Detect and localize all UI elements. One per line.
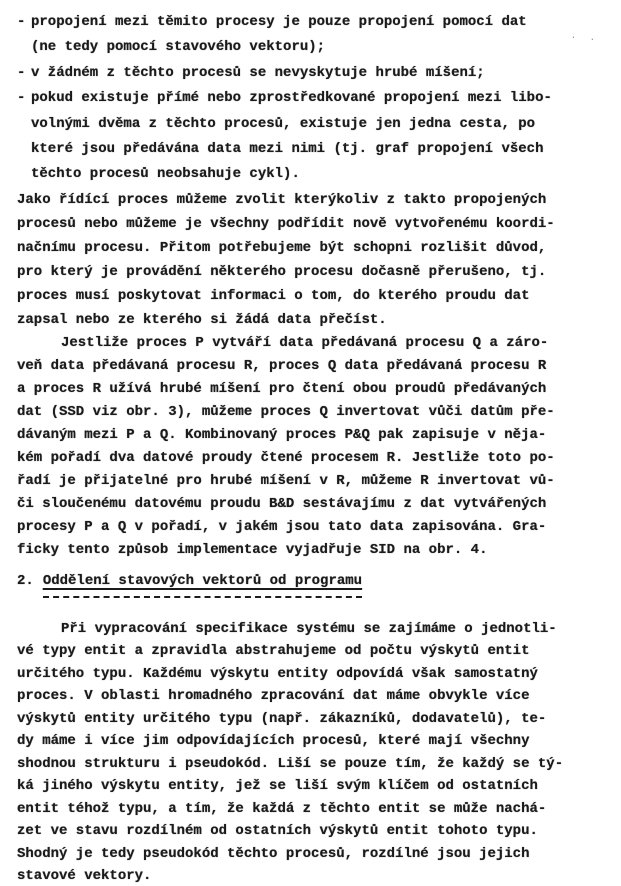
text-line: shodnou strukturu i pseudokód. Liší se pouze tím, že každý se tý- xyxy=(17,755,564,772)
section-title: Oddělení stavových vektorů od programu xyxy=(43,569,362,598)
text-line: dávaným mezi P a Q. Kombinovaný proces P&Q pak zapisuje v něja- xyxy=(17,426,547,443)
text-line: ficky tento způsob implementace vyjadřuje SID na obr. 4. xyxy=(17,541,488,558)
text-line: propojení mezi těmito procesy je pouze propojení pomocí dat xyxy=(31,14,527,30)
text-line: pro který je provádění některého procesu dočasně přerušeno, tj. xyxy=(17,263,547,280)
text-line: veň data předávaná procesu R, proces Q data předávaná procesu R xyxy=(17,357,547,374)
bullet-text xyxy=(17,86,609,188)
text-line: Shodný je tedy pseudokód těchto procesů, rozdílné jsou jejich xyxy=(17,845,530,862)
text-line: procesy P a Q v pořadí, v jakém jsou tato data zapisována. Gra- xyxy=(17,518,547,535)
text-line: Jako řídící proces můžeme zvolit kterýkoliv z takto propojených xyxy=(17,191,547,208)
text-line: volnými dvěma z těchto procesů, existuje jen jedna cesta, po xyxy=(31,115,536,132)
text-line: kém pořadí dva datové proudy čtené procesem R. Jestliže toto po- xyxy=(17,449,555,466)
text-line: určitého typu. Každému výskytu entity odpovídá však samostatný xyxy=(17,665,538,682)
text-line: entit téhož typu, a tím, že každá z těchto entit se může nachá- xyxy=(17,800,547,817)
bullet-item xyxy=(17,10,609,61)
text-line: či sloučenému datovému proudu B&D sestávajímu z dat vytvářených xyxy=(17,495,547,512)
text-line: ká jiného výskytu entity, jež se liší svým klíčem od ostatních xyxy=(17,778,538,795)
section-heading xyxy=(17,569,609,598)
text-line: dy máme i více jim odpovídajících procesů, které mají všechny xyxy=(17,733,530,750)
text-line: načnímu procesu. Přitom potřebujeme být schopni rozlišit důvod, xyxy=(17,239,547,256)
text-line: těchto procesů neobsahuje cykl). xyxy=(31,166,300,183)
text-line: a proces R užívá hrubé míšení pro čtení obou proudů předávaných xyxy=(17,380,547,397)
text-line: v žádném z těchto procesů se nevyskytuje hrubé míšení; xyxy=(31,64,485,81)
bullet-text xyxy=(17,61,609,86)
text-line: zapsal nebo ze kterého si žádá data přečíst. xyxy=(17,311,387,328)
section-number: 2. xyxy=(17,572,34,589)
scan-speck: · . xyxy=(570,33,599,43)
bullet-marker: - xyxy=(17,64,26,81)
paragraph-state-vectors xyxy=(17,618,609,886)
text-line: (ne tedy pomocí stavového vektoru); xyxy=(31,39,326,56)
text-line: dat (SSD viz obr. 3), můžeme proces Q invertovat vůči datům pře- xyxy=(17,403,555,420)
text-line: proces musí poskytovat informaci o tom, do kterého proudu dat xyxy=(17,287,530,304)
text-line: vé typy entit a zpravidla abstrahujeme od počtu výskytů entit xyxy=(17,643,530,660)
paragraph-process-inversion xyxy=(17,332,609,562)
text-line: pokud existuje přímé nebo zprostředkované propojení mezi libo- xyxy=(31,90,552,107)
bullet-list xyxy=(17,10,609,188)
text-line: které jsou předávána data mezi nimi (tj. graf propojení všech xyxy=(31,141,544,158)
text-line: Jestliže proces P vytváří data předávaná procesu Q a záro- xyxy=(61,334,549,351)
text-line: výskytů entity určitého typu (např. zákazníků, dodavatelů), te- xyxy=(17,710,547,727)
text-line: řadí je přijatelné pro hrubé míšení v R, můžeme R invertovat vů- xyxy=(17,472,555,489)
text-line: Při vypracování specifikace systému se zajímáme o jednotli- xyxy=(61,620,557,637)
bullet-item xyxy=(17,86,609,188)
bullet-text xyxy=(17,10,609,61)
bullet-item xyxy=(17,61,609,86)
text-line: proces. V oblasti hromadného zpracování dat máme obvykle více xyxy=(17,688,530,705)
text-line: zet ve stavu rozdílném od ostatních výskytů entit tohoto typu. xyxy=(17,823,538,840)
bullet-marker: - xyxy=(17,90,26,107)
paragraph-control-process xyxy=(17,188,609,332)
text-line: stavové vektory. xyxy=(17,868,152,885)
bullet-marker: - xyxy=(17,14,26,30)
text-line: procesů nebo můžeme je všechny podřídit nově vytvořenému koordi- xyxy=(17,215,555,232)
